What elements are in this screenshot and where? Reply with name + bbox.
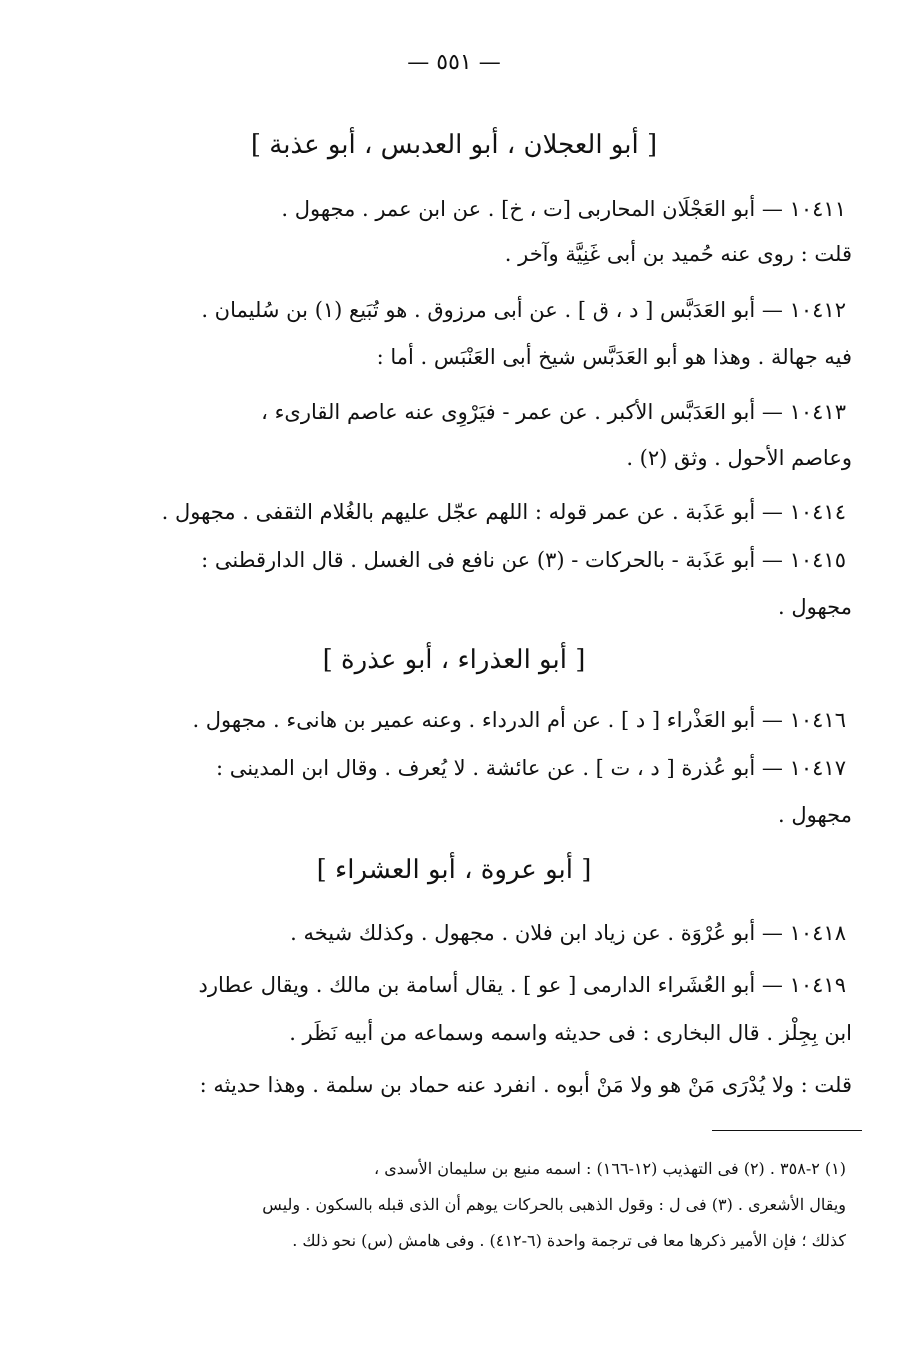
footnote-line: (١) ٢-٣٥٨ . (٢) فى التهذيب (١٢-١٦٦) : اسمه منيع بن سليمان الأسدى ، (374, 1159, 846, 1178)
footnote-divider (712, 1130, 862, 1131)
entry-line: ١٠٤١٦ — أبو العَذْراء [ د ] . عن أم الدرداء . وعنه عمير بن هانىء . مجهول . (192, 708, 846, 732)
entry-line: ١٠٤١٣ — أبو العَدَبَّس الأكبر . عن عمر - فيَرْوِى عنه عاصم القارىء ، (261, 400, 846, 424)
entry-line: مجهول . (778, 803, 852, 827)
entry-line: ١٠٤١٧ — أبو عُذرة [ د ، ت ] . عن عائشة . لا يُعرف . وقال ابن المدينى : (215, 756, 846, 780)
entry-line: ١٠٤١٨ — أبو عُرْوَة . عن زياد ابن فلان . مجهول . وكذلك شيخه . (290, 921, 846, 945)
footnote-line: ويقال الأشعرى . (٣) فى ل : وقول الذهبى بالحركات يوهم أن الذى قبله بالسكون . وليس (262, 1195, 846, 1214)
entry-line: فيه جهالة . وهذا هو أبو العَدَبَّس شيخ أبى العَنْبَس . أما : (376, 345, 852, 369)
section-heading (0, 125, 908, 165)
entry-line: ١٠٤١٥ — أبو عَذَبة - بالحركات - (٣) عن نافع فى الغسل . قال الدارقطنى : (201, 548, 846, 572)
entry-line: ١٠٤١٢ — أبو العَدَبَّس [ د ، ق ] . عن أبى مرزوق . هو تُبَيع (١) بن سُليمان . (201, 298, 846, 322)
entry-line: ١٠٤١٤ — أبو عَذَبة . عن عمر قوله : اللهم عجّل عليهم بالغُلام الثقفى . مجهول . (161, 500, 846, 524)
section-heading-text: [ أبو عروة ، أبو العشراء ] (316, 855, 592, 885)
entry-line: قلت : ولا يُدْرَى مَنْ هو ولا مَنْ أبوه . انفرد عنه حماد بن سلمة . وهذا حديثه : (199, 1073, 852, 1097)
page-number: — ٥٥١ — (407, 50, 501, 75)
entry-line: وعاصم الأحول . وثق (٢) . (626, 446, 852, 470)
entry-line: ١٠٤١١ — أبو العَجْلَان المحاربى [ت ، خ] . عن ابن عمر . مجهول . (281, 197, 846, 221)
section-heading-text: [ أبو العجلان ، أبو العدبس ، أبو عذبة ] (250, 130, 658, 160)
entry-line: ١٠٤١٩ — أبو العُشَراء الدارمى [ عو ] . يقال أسامة بن مالك . ويقال عطارد (198, 973, 846, 997)
entry-line: مجهول . (778, 595, 852, 619)
footnote-line: كذلك ؛ فإن الأمير ذكرها معا فى ترجمة واحدة (٦-٤١٢) . وفى هامش (س) نحو ذلك . (292, 1231, 846, 1250)
section-heading (0, 640, 908, 680)
section-heading (0, 850, 908, 890)
entry-line: قلت : روى عنه حُميد بن أبى غَنِيَّة وآخر . (504, 242, 852, 266)
entry-line: ابن بِجِلْز . قال البخارى : فى حديثه واسمه وسماعه من أبيه نَظَر . (289, 1021, 852, 1045)
section-heading-text: [ أبو العذراء ، أبو عذرة ] (322, 645, 586, 675)
